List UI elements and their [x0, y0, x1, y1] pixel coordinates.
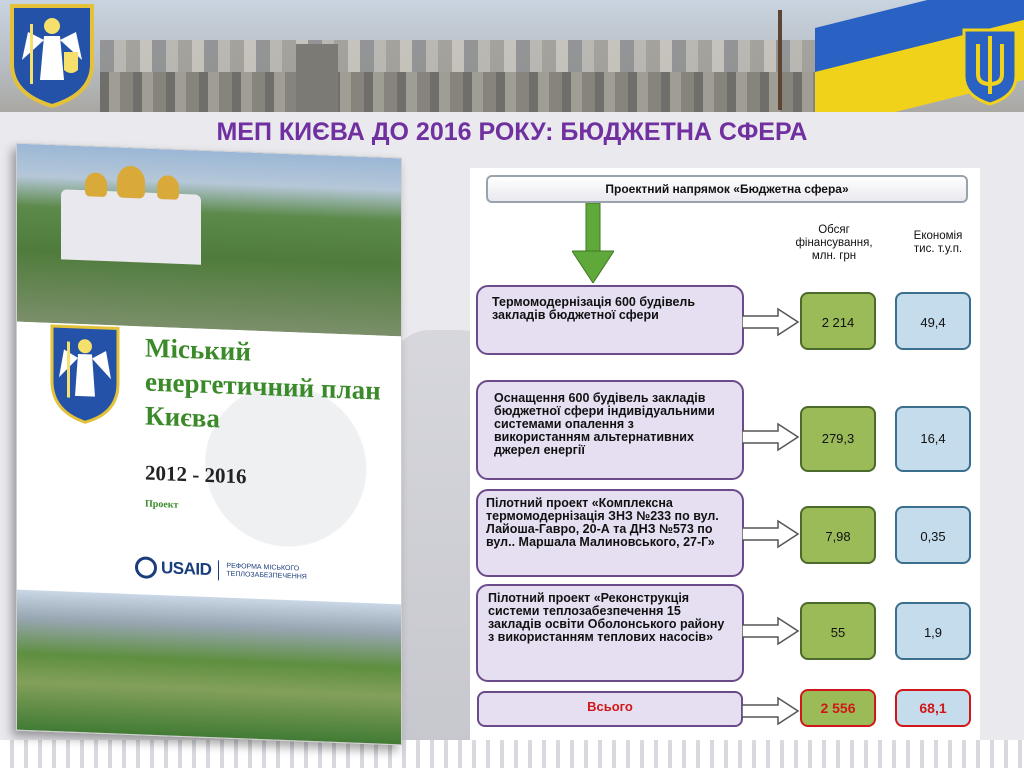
book-years: 2012 - 2016 [145, 460, 247, 489]
project-item: Пілотний проект «Реконструкція системи теплозабезпечення 15 закладів освіти Оболонського району з використанням теплових насосів» [476, 584, 744, 682]
usaid-seal-icon [135, 556, 157, 579]
down-arrow-icon [572, 203, 614, 283]
total-label: Всього [477, 691, 743, 727]
connector-arrow-icon [742, 519, 800, 549]
slide-title: МЕП КИЄВА ДО 2016 РОКУ: БЮДЖЕТНА СФЕРА [216, 118, 808, 146]
cover-photo-riverside [17, 590, 401, 746]
funding-value: 7,98 [800, 506, 876, 564]
book-title: Міський енергетичний план Києва [145, 332, 381, 434]
savings-value: 16,4 [895, 406, 971, 472]
usaid-wordmark: USAID [161, 558, 212, 580]
kyiv-coat-of-arms-icon [6, 2, 98, 108]
savings-value: 49,4 [895, 292, 971, 350]
connector-arrow-icon [742, 307, 800, 337]
kyiv-coat-of-arms-icon [49, 323, 121, 426]
trident-coat-of-arms-icon [960, 26, 1020, 106]
connector-arrow-icon [742, 422, 800, 452]
connector-arrow-icon [742, 696, 800, 726]
project-item: Пілотний проект «Комплексна термомодернізація ЗНЗ №233 по вул. Лайоша-Гавро, 20-А та ДНЗ №573 по вул.. Маршала Малиновського, 27-Г» [476, 489, 744, 577]
total-savings-value: 68,1 [895, 689, 971, 727]
savings-value: 0,35 [895, 506, 971, 564]
spire-silhouette [778, 10, 782, 110]
diagram-header: Проектний напрямок «Бюджетна сфера» [486, 175, 968, 203]
sponsor-program: РЕФОРМА МІСЬКОГО ТЕПЛОЗАБЕЗПЕЧЕННЯ [226, 562, 307, 581]
project-item: Оснащення 600 будівель закладів бюджетної сфери індивідуальними системами опалення з використанням альтернативних джерел енергії [476, 380, 744, 480]
project-item: Термомодернізація 600 будівель закладів бюджетної сфери [476, 285, 744, 355]
savings-value: 1,9 [895, 602, 971, 660]
connector-arrow-icon [742, 616, 800, 646]
funding-value: 279,3 [800, 406, 876, 472]
column-header-savings: Економія тис. т.у.п. [913, 230, 963, 255]
column-header-funding: Обсяг фінансування, млн. грн [795, 224, 873, 262]
city-panorama-foreground [100, 72, 820, 112]
header-banner [0, 0, 1024, 112]
funding-value: 55 [800, 602, 876, 660]
book-cover [16, 143, 402, 746]
building-silhouette [296, 44, 338, 112]
cover-photo-monastery [17, 144, 401, 337]
book-status: Проект [145, 498, 179, 511]
total-funding-value: 2 556 [800, 689, 876, 727]
railing-decoration [0, 740, 1024, 768]
funding-value: 2 214 [800, 292, 876, 350]
